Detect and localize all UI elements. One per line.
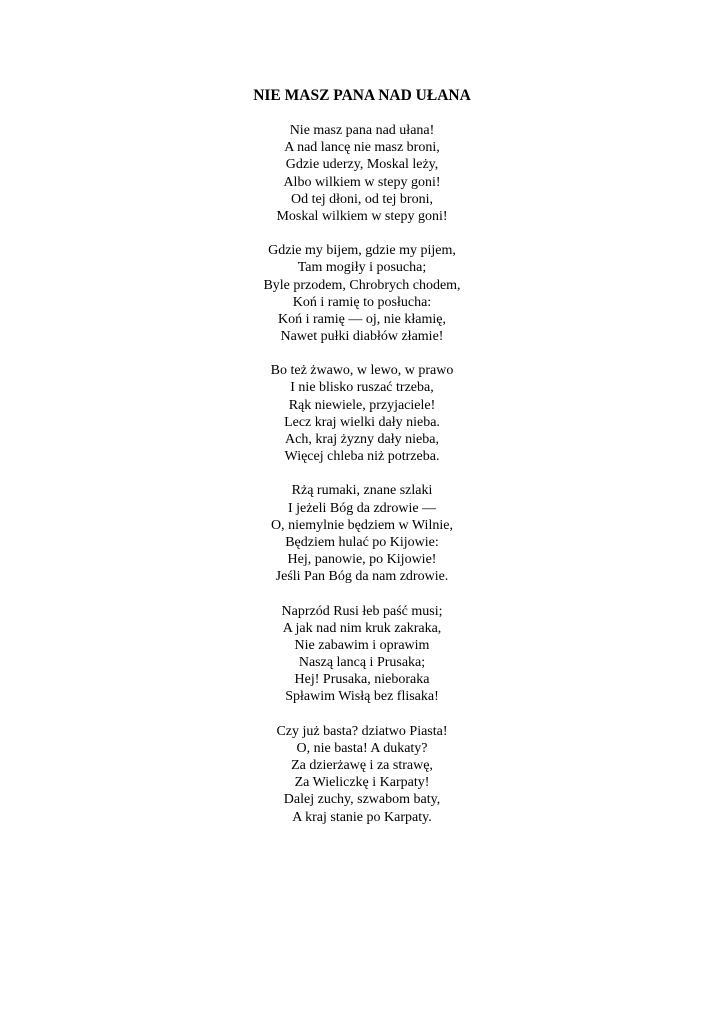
poem-line: Nawet pułki diabłów złamie! [280, 329, 444, 345]
poem-body [0, 122, 724, 843]
poem-line: I jeżeli Bóg da zdrowie — [287, 500, 437, 516]
poem-line: O, nie basta! A dukaty? [296, 740, 428, 756]
poem-line: Lecz kraj wielki dały nieba. [284, 414, 440, 430]
poem-line: Dalej zuchy, szwabom baty, [283, 792, 441, 808]
stanza-1 [0, 122, 724, 225]
poem-line: Spławim Wisłą bez flisaka! [285, 689, 439, 705]
poem-line: Bo też żwawo, w lewo, w prawo [270, 363, 454, 379]
poem-line: Rąk niewiele, przyjaciele! [288, 397, 436, 413]
poem-line: Nie masz pana nad ułana! [289, 123, 435, 138]
stanza-4 [0, 482, 724, 585]
poem-line: Naszą lancą i Prusaka; [298, 655, 426, 671]
poem-line: Gdzie my bijem, gdzie my pijem, [268, 243, 456, 259]
poem-line: A nad lancę nie masz broni, [284, 140, 440, 156]
poem-line: Hej! Prusaka, nieboraka [294, 672, 430, 688]
poem-line: Ach, kraj żyzny dały nieba, [285, 432, 439, 447]
poem-line: Moskal wilkiem w stepy goni! [276, 208, 448, 224]
poem-line: I nie blisko ruszać trzeba, [290, 380, 434, 396]
poem-line: Naprzód Rusi łeb paść musi; [281, 603, 443, 619]
poem-line: O, niemylnie będziem w Wilnie, [271, 517, 453, 533]
poem-line: Nie zabawim i oprawim [294, 637, 430, 653]
poem-line: Koń i ramię — oj, nie kłamię, [278, 311, 446, 327]
poem-line: Będziem hulać po Kijowie: [285, 534, 439, 550]
poem-line: A kraj stanie po Karpaty. [292, 809, 432, 825]
poem-line: Więcej chleba niż potrzeba. [284, 449, 440, 465]
poem-title: NIE MASZ PANA NAD UŁANA [253, 87, 471, 104]
poem-line: Od tej dłoni, od tej broni, [291, 191, 433, 207]
poem-line: Koń i ramię to posłucha: [292, 294, 432, 310]
stanza-2 [0, 242, 724, 345]
poem-line: Byle przodem, Chrobrych chodem, [263, 277, 461, 293]
poem-line: Hej, panowie, po Kijowie! [287, 552, 437, 568]
stanza-6 [0, 723, 724, 826]
poem-line: Za dzierżawę i za strawę, [291, 758, 433, 773]
poem-line: Jeśli Pan Bóg da nam zdrowie. [275, 569, 449, 585]
stanza-5 [0, 603, 724, 706]
poem-line: Gdzie uderzy, Moskal leży, [285, 157, 439, 173]
poem-line: Albo wilkiem w stepy goni! [283, 174, 441, 190]
stanza-3 [0, 362, 724, 465]
poem-line: Rżą rumaki, znane szlaki [291, 483, 433, 499]
poem-line: Czy już basta? dziatwo Piasta! [276, 723, 448, 739]
poem-line: Za Wieliczkę i Karpaty! [294, 775, 430, 791]
poem-line: Tam mogiły i posucha; [297, 260, 427, 276]
poem-line: A jak nad nim kruk zakraka, [282, 620, 442, 636]
